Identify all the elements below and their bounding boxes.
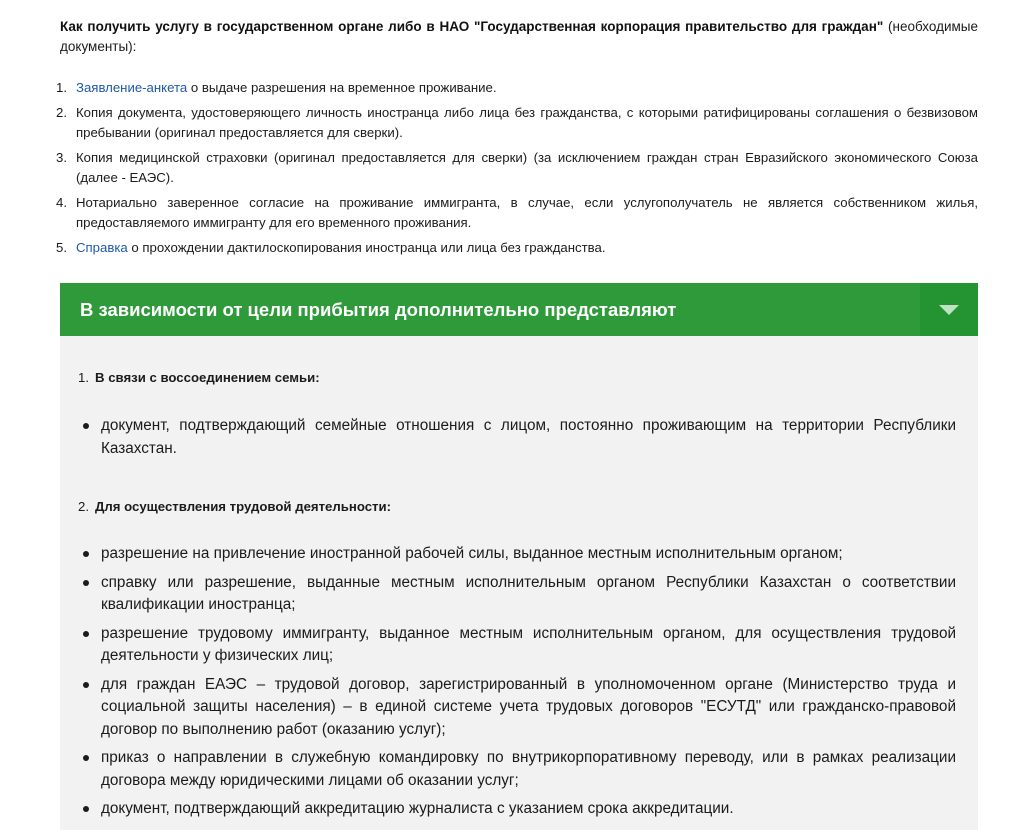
- work-documents-list: [80, 543, 956, 827]
- list-item: [80, 747, 956, 792]
- list-item-text: справку или разрешение, выданные местным исполнительным органом Республики Казахстан о соответствии квалификации иностранца;: [101, 573, 956, 613]
- list-item: [80, 798, 956, 821]
- bullet-icon: [83, 423, 89, 429]
- document-item: [56, 148, 978, 188]
- application-form-link[interactable]: Заявление-анкета: [76, 80, 188, 95]
- document-number: 1.: [56, 80, 67, 95]
- document-item: [56, 193, 978, 233]
- accordion-body: [60, 336, 978, 830]
- section-number: 2.: [78, 499, 89, 514]
- document-text: Копия документа, удостоверяющего личность иностранца либо лица без гражданства, с которыми ратифицированы соглашения о безвизовом пребывании (оригинал предоставляется для сверки).: [76, 105, 978, 140]
- list-item-text: разрешение на привлечение иностранной рабочей силы, выданное местным исполнительным органом;: [101, 545, 843, 562]
- list-item-text: приказ о направлении в служебную командировку по внутрикорпоративному переводу, или в рамках реализации договора между юридическими лицами об оказании услуг;: [101, 749, 956, 789]
- list-item: [80, 674, 956, 742]
- bullet-icon: [83, 682, 89, 688]
- list-item-text: для граждан ЕАЭС – трудовой договор, зарегистрированный в уполномоченном органе (Министерство труда и социальной защиты населения) – в единой системе учета трудовых договоров "ЕСУТД" или гражданско-правовой договор по выполнению работ (оказанию услуг);: [101, 675, 956, 738]
- accordion-header[interactable]: [60, 283, 978, 336]
- document-item: [56, 78, 978, 98]
- section-title-work: [78, 497, 391, 517]
- section-number: 1.: [78, 370, 89, 385]
- family-documents-list: [80, 415, 956, 466]
- accordion-toggle-button[interactable]: [920, 283, 978, 336]
- document-number: 2.: [56, 105, 67, 120]
- accordion-title: В зависимости от цели прибытия дополнительно представляют: [80, 299, 677, 320]
- list-item: [80, 623, 956, 668]
- list-item: [80, 543, 956, 566]
- list-item-text: разрешение трудовому иммигранту, выданное местным исполнительным органом, для осуществления трудовой деятельности у физических лиц;: [101, 624, 956, 664]
- required-documents-list: [56, 78, 978, 263]
- document-item: [56, 238, 978, 258]
- section-heading: В связи с воссоединением семьи:: [95, 370, 320, 385]
- bullet-icon: [83, 631, 89, 637]
- document-item: [56, 103, 978, 143]
- document-number: 3.: [56, 150, 67, 165]
- list-item-text: документ, подтверждающий аккредитацию журналиста с указанием срока аккредитации.: [101, 800, 734, 817]
- document-number: 4.: [56, 195, 67, 210]
- section-heading: Для осуществления трудовой деятельности:: [95, 499, 392, 514]
- intro-paragraph: [60, 17, 978, 57]
- section-title-family: [78, 368, 320, 388]
- intro-rest-text: (необходимые документы):: [60, 19, 978, 54]
- document-text: Копия медицинской страховки (оригинал предоставляется для сверки) (за исключением граждан стран Евразийского экономического Союза (далее - ЕАЭС).: [76, 150, 978, 185]
- certificate-link[interactable]: Справка: [76, 240, 128, 255]
- document-text: Нотариально заверенное согласие на проживание иммигранта, в случае, если услугополучатель не является собственником жилья, предоставляемого иммигранту для его временного проживания.: [76, 195, 978, 230]
- bullet-icon: [83, 580, 89, 586]
- list-item-text: документ, подтверждающий семейные отношения с лицом, постоянно проживающим на территории Республики Казахстан.: [101, 417, 956, 457]
- document-text: о выдаче разрешения на временное проживание.: [187, 80, 497, 95]
- document-text: о прохождении дактилоскопирования иностранца или лица без гражданства.: [127, 240, 606, 255]
- chevron-down-icon: [939, 305, 959, 315]
- bullet-icon: [83, 755, 89, 761]
- list-item: [80, 572, 956, 617]
- bullet-icon: [83, 806, 89, 812]
- list-item: [80, 415, 956, 460]
- document-number: 5.: [56, 240, 67, 255]
- bullet-icon: [83, 551, 89, 557]
- intro-bold-text: Как получить услугу в государственном органе либо в НАО "Государственная корпорация правительство для граждан": [60, 19, 884, 34]
